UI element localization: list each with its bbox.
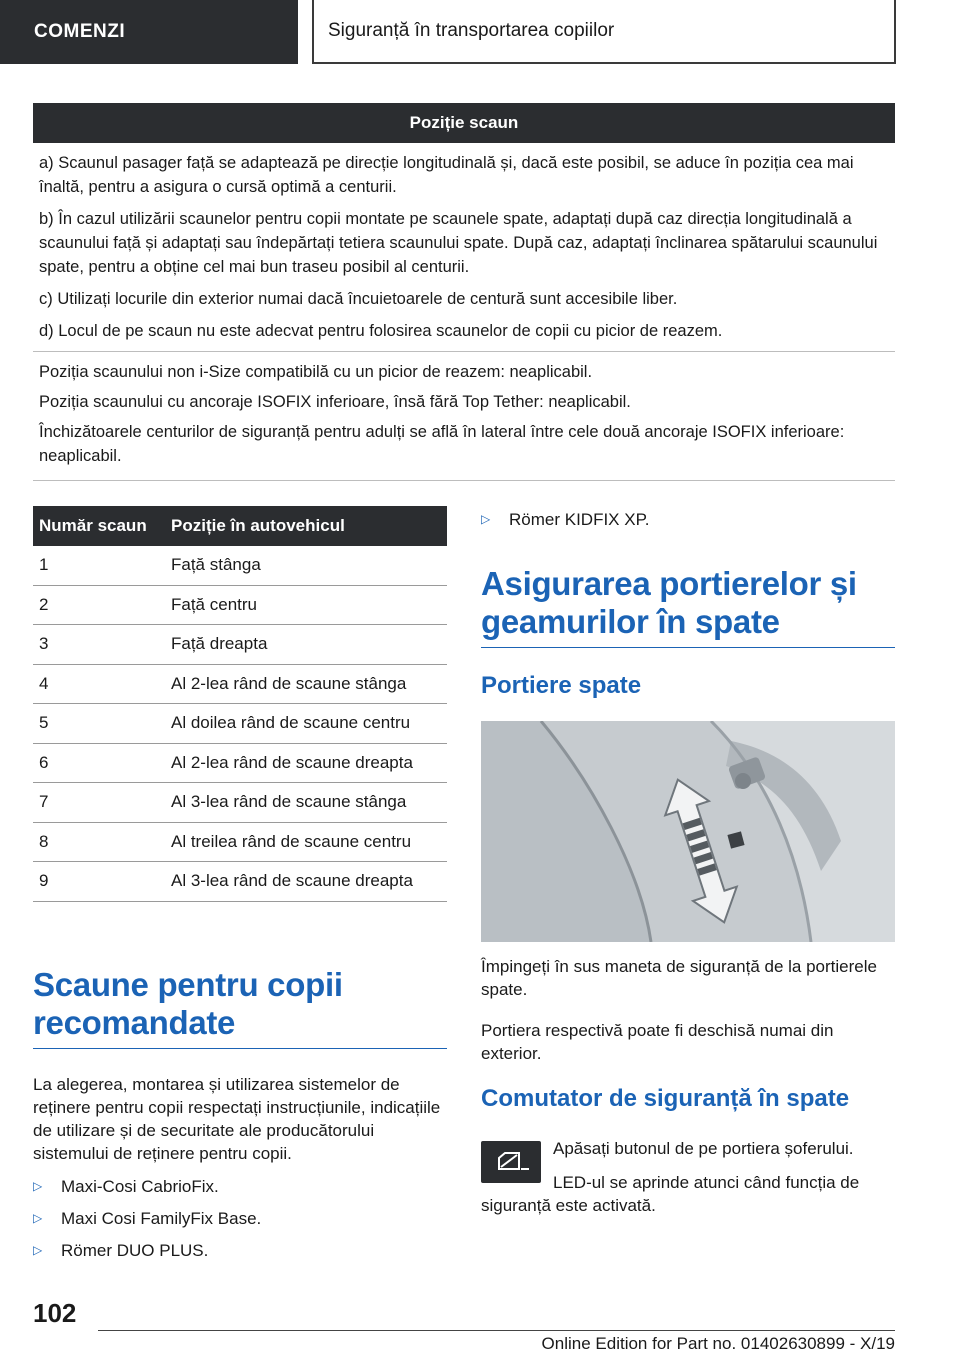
seat-location: Al 3-lea rând de scaune stânga xyxy=(165,783,447,823)
seat-number: 5 xyxy=(33,704,165,744)
chapter-label: Siguranță în transportarea copiilor xyxy=(328,20,615,41)
table-row xyxy=(33,743,447,783)
footer-rule xyxy=(98,1330,895,1331)
table-row xyxy=(33,822,447,862)
list-item xyxy=(33,1207,447,1230)
seat-location: Al 2-lea rând de scaune stânga xyxy=(165,664,447,704)
switch-text-2: LED-ul se aprinde atunci când funcția de siguranță este activată. xyxy=(481,1173,860,1215)
table-row xyxy=(33,783,447,823)
seat-number: 8 xyxy=(33,822,165,862)
info-line: Poziția scaunului cu ancoraje ISOFIX inferioare, însă fără Top Tether: neaplicabil. xyxy=(39,393,631,411)
switch-text-block xyxy=(553,1137,898,1160)
seat-table xyxy=(33,506,447,902)
seat-number: 4 xyxy=(33,664,165,704)
header-position: Poziție în autovehicul xyxy=(165,506,447,546)
list-item-text: Römer DUO PLUS. xyxy=(61,1241,209,1260)
rear-doors-text xyxy=(481,955,895,1113)
seat-position-notes xyxy=(33,143,895,343)
info-line: Poziția scaunului non i-Size compatibilă cu un picior de reazem: neaplicabil. xyxy=(39,363,593,381)
list-item-text: Maxi Cosi FamilyFix Base. xyxy=(61,1209,262,1228)
header-seat-number: Număr scaun xyxy=(33,506,165,546)
seat-position-info xyxy=(33,352,895,481)
rear-doors-text-2: Portiera respectivă poate fi deschisă numai din exterior. xyxy=(481,1021,834,1063)
seat-location: Față dreapta xyxy=(165,625,447,665)
table-row xyxy=(33,704,447,744)
seat-number: 6 xyxy=(33,743,165,783)
right-column-top xyxy=(481,508,895,700)
bullet-triangle-icon: ▷ xyxy=(33,1243,43,1257)
seat-location: Al 2-lea rând de scaune dreapta xyxy=(165,743,447,783)
note-a: a) Scaunul pasager față se adaptează pe direcție longitudinală și, dacă este posibil, se aduce în poziția cea mai înaltă, pentru a asigura o cursă optimă a centurii. xyxy=(39,154,854,196)
note-d: d) Locul de pe scaun nu este adecvat pentru folosirea scaunelor de copii cu picior de reazem. xyxy=(39,322,723,340)
list-item xyxy=(33,1175,447,1198)
note-c: c) Utilizați locurile din exterior numai dacă încuietoarele de centură sunt accesibile liber. xyxy=(39,290,678,308)
table-header-row xyxy=(33,506,447,546)
recommended-section xyxy=(33,966,447,1262)
table-row xyxy=(33,585,447,625)
seat-position-box xyxy=(33,103,895,481)
info-line: Închizătoarele centurilor de siguranță pentru adulți se află în lateral între cele două ancoraje ISOFIX inferioare: neaplicabil. xyxy=(39,423,845,465)
seat-number: 2 xyxy=(33,585,165,625)
seat-location: Al 3-lea rând de scaune dreapta xyxy=(165,862,447,902)
table-row xyxy=(33,664,447,704)
list-item xyxy=(481,508,895,531)
table-row xyxy=(33,862,447,902)
seat-number: 1 xyxy=(33,546,165,585)
seat-number: 7 xyxy=(33,783,165,823)
seat-location: Al doilea rând de scaune centru xyxy=(165,704,447,744)
switch-text-block-2 xyxy=(481,1171,895,1217)
footer-edition: Online Edition for Part no. 01402630899 - X/19 xyxy=(541,1334,895,1353)
seat-number: 9 xyxy=(33,862,165,902)
seat-location: Al treilea rând de scaune centru xyxy=(165,822,447,862)
recommended-title: Scaune pentru copii recomandate xyxy=(33,966,343,1041)
doors-title: Asigurarea portierelor și geamurilor în spate xyxy=(481,565,857,640)
switch-title: Comutator de siguranță în spate xyxy=(481,1085,850,1112)
table-row xyxy=(33,546,447,585)
page-number: 102 xyxy=(33,1298,77,1328)
note-b: b) În cazul utilizării scaunelor pentru copii montate pe scaunele spate, adaptați după caz direcția longitudinală a scaunului față și adaptați sau îndepărtați tetiera scaunului spate. După caz, adaptați înclinarea spătarului scaunului spate, pentru a obține cel mai bun traseu posibil al centurii. xyxy=(39,210,878,276)
seat-location: Față stânga xyxy=(165,546,447,585)
chapter-tab xyxy=(312,0,896,64)
recommended-intro: La alegerea, montarea și utilizarea sistemelor de reținere pentru copii respectați instrucțiunile, indicațiile de utilizare și de securitate ale producătorului sistemului de reținere pentru copii. xyxy=(33,1075,441,1163)
list-item-text: Römer KIDFIX XP. xyxy=(509,510,650,529)
list-item xyxy=(33,1239,447,1262)
door-illustration xyxy=(481,721,895,942)
bullet-triangle-icon: ▷ xyxy=(481,512,491,526)
title-rule xyxy=(481,647,895,648)
rear-doors-title: Portiere spate xyxy=(481,672,642,699)
switch-text-1: Apăsați butonul de pe portiera șoferului. xyxy=(553,1139,854,1158)
section-tab xyxy=(0,0,298,64)
rear-doors-text-1: Împingeți în sus maneta de siguranță de la portierele spate. xyxy=(481,957,877,999)
rear-door-child-lock-image xyxy=(481,721,895,942)
seat-number: 3 xyxy=(33,625,165,665)
seat-position-title: Poziție scaun xyxy=(33,103,895,143)
title-rule xyxy=(33,1048,447,1049)
list-item-text: Maxi-Cosi CabrioFix. xyxy=(61,1177,219,1196)
section-label: COMENZI xyxy=(34,21,126,42)
bullet-triangle-icon: ▷ xyxy=(33,1211,43,1225)
seat-location: Față centru xyxy=(165,585,447,625)
bullet-triangle-icon: ▷ xyxy=(33,1179,43,1193)
table-row xyxy=(33,625,447,665)
